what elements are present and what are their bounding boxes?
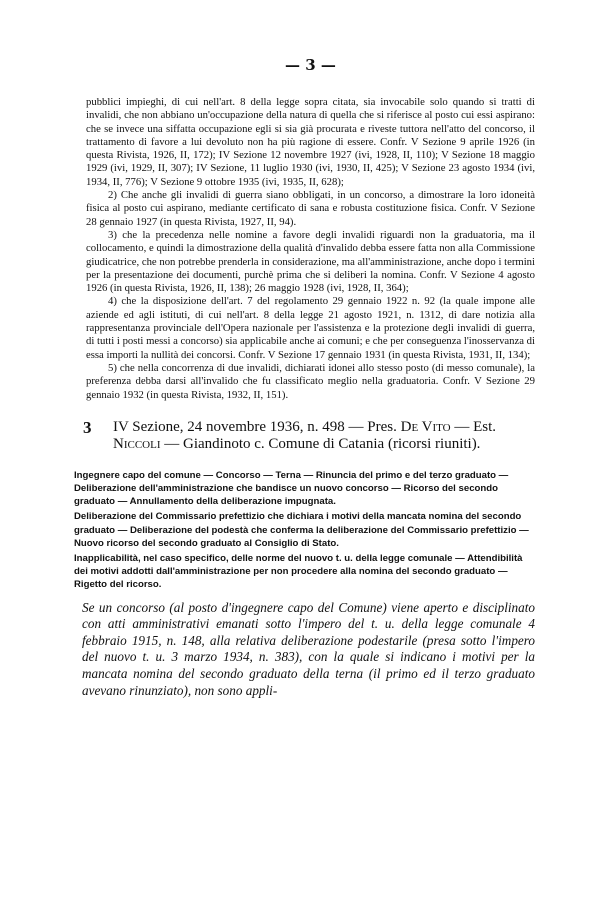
case-heading-part: IV Sezione, 24 novembre 1936, n. 498 — Pres. [113, 418, 397, 435]
headnote-summary [74, 469, 535, 592]
extensor-name: Niccoli [113, 435, 161, 452]
decision-paragraph: Se un concorso (al posto d'ingegnere capo del Comune) viene aperto e disciplinato con atti amministrativi emanati sotto l'impero del t. u. della legge comunale 4 febbraio 1915, n. 148, alla relativa deliberazione podestarile (presa sotto l'impero del nuovo t. u. 3 marzo 1934, n. 383), con la quale si indicano i motivi per la mancata nomina del secondo graduato della terna (il primo ed il terzo graduato avevano rinunziato), non sono appli- [82, 599, 535, 698]
notes-section [86, 96, 535, 402]
decision-text [82, 600, 535, 700]
case-heading-part: — Giandinoto c. Comune di Catania (ricorsi riuniti). [164, 435, 481, 452]
case-citation [113, 419, 535, 453]
list-item: 3) che la precedenza nelle nomine a favore degli invalidi riguardi non la graduatoria, ma il collocamento, e quindi la dimostrazione della qualità d'invalido debba essere fatta non alla Commissione giudicatrice, che non potrebbe prenderla in considerazione, ma all'amministrazione, anche dopo i termini per la presentazione dei documenti, purchè prima che si deliberi la nomina. Confr. V Sezione 4 agosto 1926 (in questa Rivista, 1926, II, 138); 26 maggio 1928 (ivi, 1928, II, 364); [86, 228, 535, 295]
case-number: 3 [83, 417, 92, 437]
headnote-paragraph: Deliberazione del Commissario prefettizio che dichiara i motivi della mancata nomina del secondo graduato — Deliberazione del podestà che conferma la deliberazione del Commissario prefettizio — Nuovo ricorso del secondo graduato al Consiglio di Stato. [74, 511, 529, 549]
list-item: 2) Che anche gli invalidi di guerra siano obbligati, in un concorso, a dimostrare la loro idoneità fisica al posto cui aspirano, mediante certificato di sana e robusta costituzione fisica. Confr. V Sezione 28 gennaio 1927 (in questa Rivista, 1927, II, 94). [86, 189, 535, 228]
page-number: — 3 — [285, 56, 336, 74]
list-item: 5) che nella concorrenza di due invalidi, dichiarati idonei allo stesso posto (di messo comunale), la preferenza debba darsi all'invalido che fu classificato meglio nella graduatoria. Confr. V Sezione 29 gennaio 1932 (in questa Rivista, 1932, II, 151). [86, 361, 535, 401]
list-item: 4) che la disposizione dell'art. 7 del regolamento 29 gennaio 1922 n. 92 (la quale impone alle aziende ed agli istituti, di cui nell'art. 8 della legge 21 agosto 1921, n. 1312, di dare notizia alla rappresentanza provinciale dell'Opera nazionale per l'assistenza e la protezione degli invalidi di guerra, di tutti i posti messi a concorso) sia applicabile anche ai comuni; e che per conseguenza l'inosservanza di essa importi la nullità dei concorsi. Confr. V Sezione 17 gennaio 1931 (in questa Rivista, 1931, II, 134); [86, 295, 535, 361]
case-heading-part: — Est. [454, 418, 497, 435]
headnote-paragraph: Inapplicabilità, nel caso specifico, delle norme del nuovo t. u. della legge comunale — Attendibilità dei motivi addotti dall'amministrazione per non procedere alla nomina del secondo graduato — Rigetto del ricorso. [74, 553, 523, 591]
president-name: De Vito [400, 418, 451, 435]
case-heading [83, 417, 535, 453]
paragraph: pubblici impieghi, di cui nell'art. 8 della legge sopra citata, sia invocabile solo quando si tratti di invalidi, che non abbiano un'occupazione della natura di quella che si riferisce al posto cui essi aspirano: che se invece una siffatta occupazione egli si sia già procurata e riveste tuttora nell'atto del concorso, il trattamento di favore a lui devoluto non ha più ragione di essere. Confr. V Sezione 9 aprile 1926 (in questa Rivista, 1926, II, 172); IV Sezione 12 novembre 1927 (ivi, 1928, II, 110); V Sezione 18 maggio 1929 (ivi, 1929, II, 307); IV Sezione, 11 luglio 1930 (ivi, 1930, II, 425); V Sezione 23 agosto 1934 (ivi, 1934, II, 776); V Sezione 9 ottobre 1935 (ivi, 1935, II, 628); [86, 96, 535, 188]
headnote-paragraph: Ingegnere capo del comune — Concorso — Terna — Rinuncia del primo e del terzo graduato — Deliberazione dell'amministrazione che bandisce un nuovo concorso — Ricorso del secondo graduato — Annullamento della deliberazione impugnata. [74, 469, 509, 508]
